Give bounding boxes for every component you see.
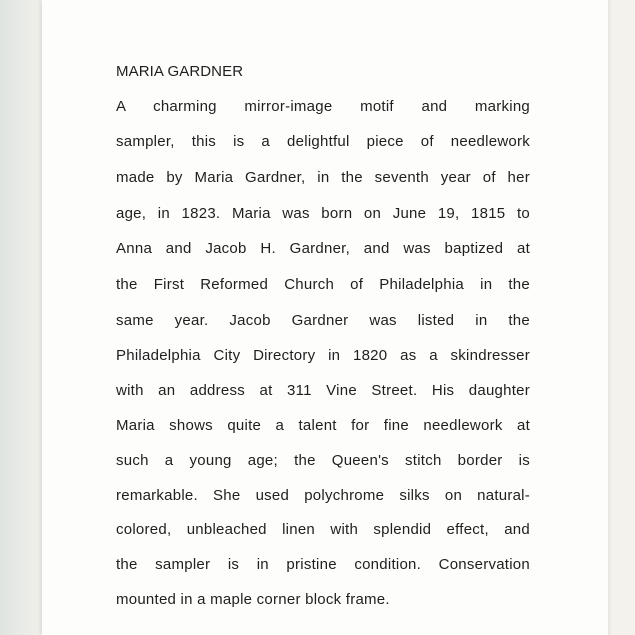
body-line: Anna and Jacob H. Gardner, and was baptized at <box>116 240 530 257</box>
body-line: Philadelphia City Directory in 1820 as a skindresser <box>116 347 530 364</box>
body-line: remarkable. She used polychrome silks on natural- <box>116 487 530 504</box>
body-line: same year. Jacob Gardner was listed in the <box>116 312 530 329</box>
description-card <box>42 0 608 635</box>
body-line: Maria shows quite a talent for fine needlework at <box>116 417 530 434</box>
body-line: the First Reformed Church of Philadelphia in the <box>116 276 530 293</box>
body-line: sampler, this is a delightful piece of needlework <box>116 133 530 150</box>
card-title: MARIA GARDNER <box>116 63 244 80</box>
body-line: colored, unbleached linen with splendid effect, and <box>116 521 530 538</box>
body-line: A charming mirror-image motif and marking <box>116 98 530 115</box>
body-line: made by Maria Gardner, in the seventh year of her <box>116 169 530 186</box>
body-line: age, in 1823. Maria was born on June 19, 1815 to <box>116 205 530 222</box>
body-line: such a young age; the Queen's stitch border is <box>116 452 530 469</box>
body-line: mounted in a maple corner block frame. <box>116 591 390 608</box>
body-line: with an address at 311 Vine Street. His daughter <box>116 382 530 399</box>
body-line: the sampler is in pristine condition. Conservation <box>116 556 530 573</box>
